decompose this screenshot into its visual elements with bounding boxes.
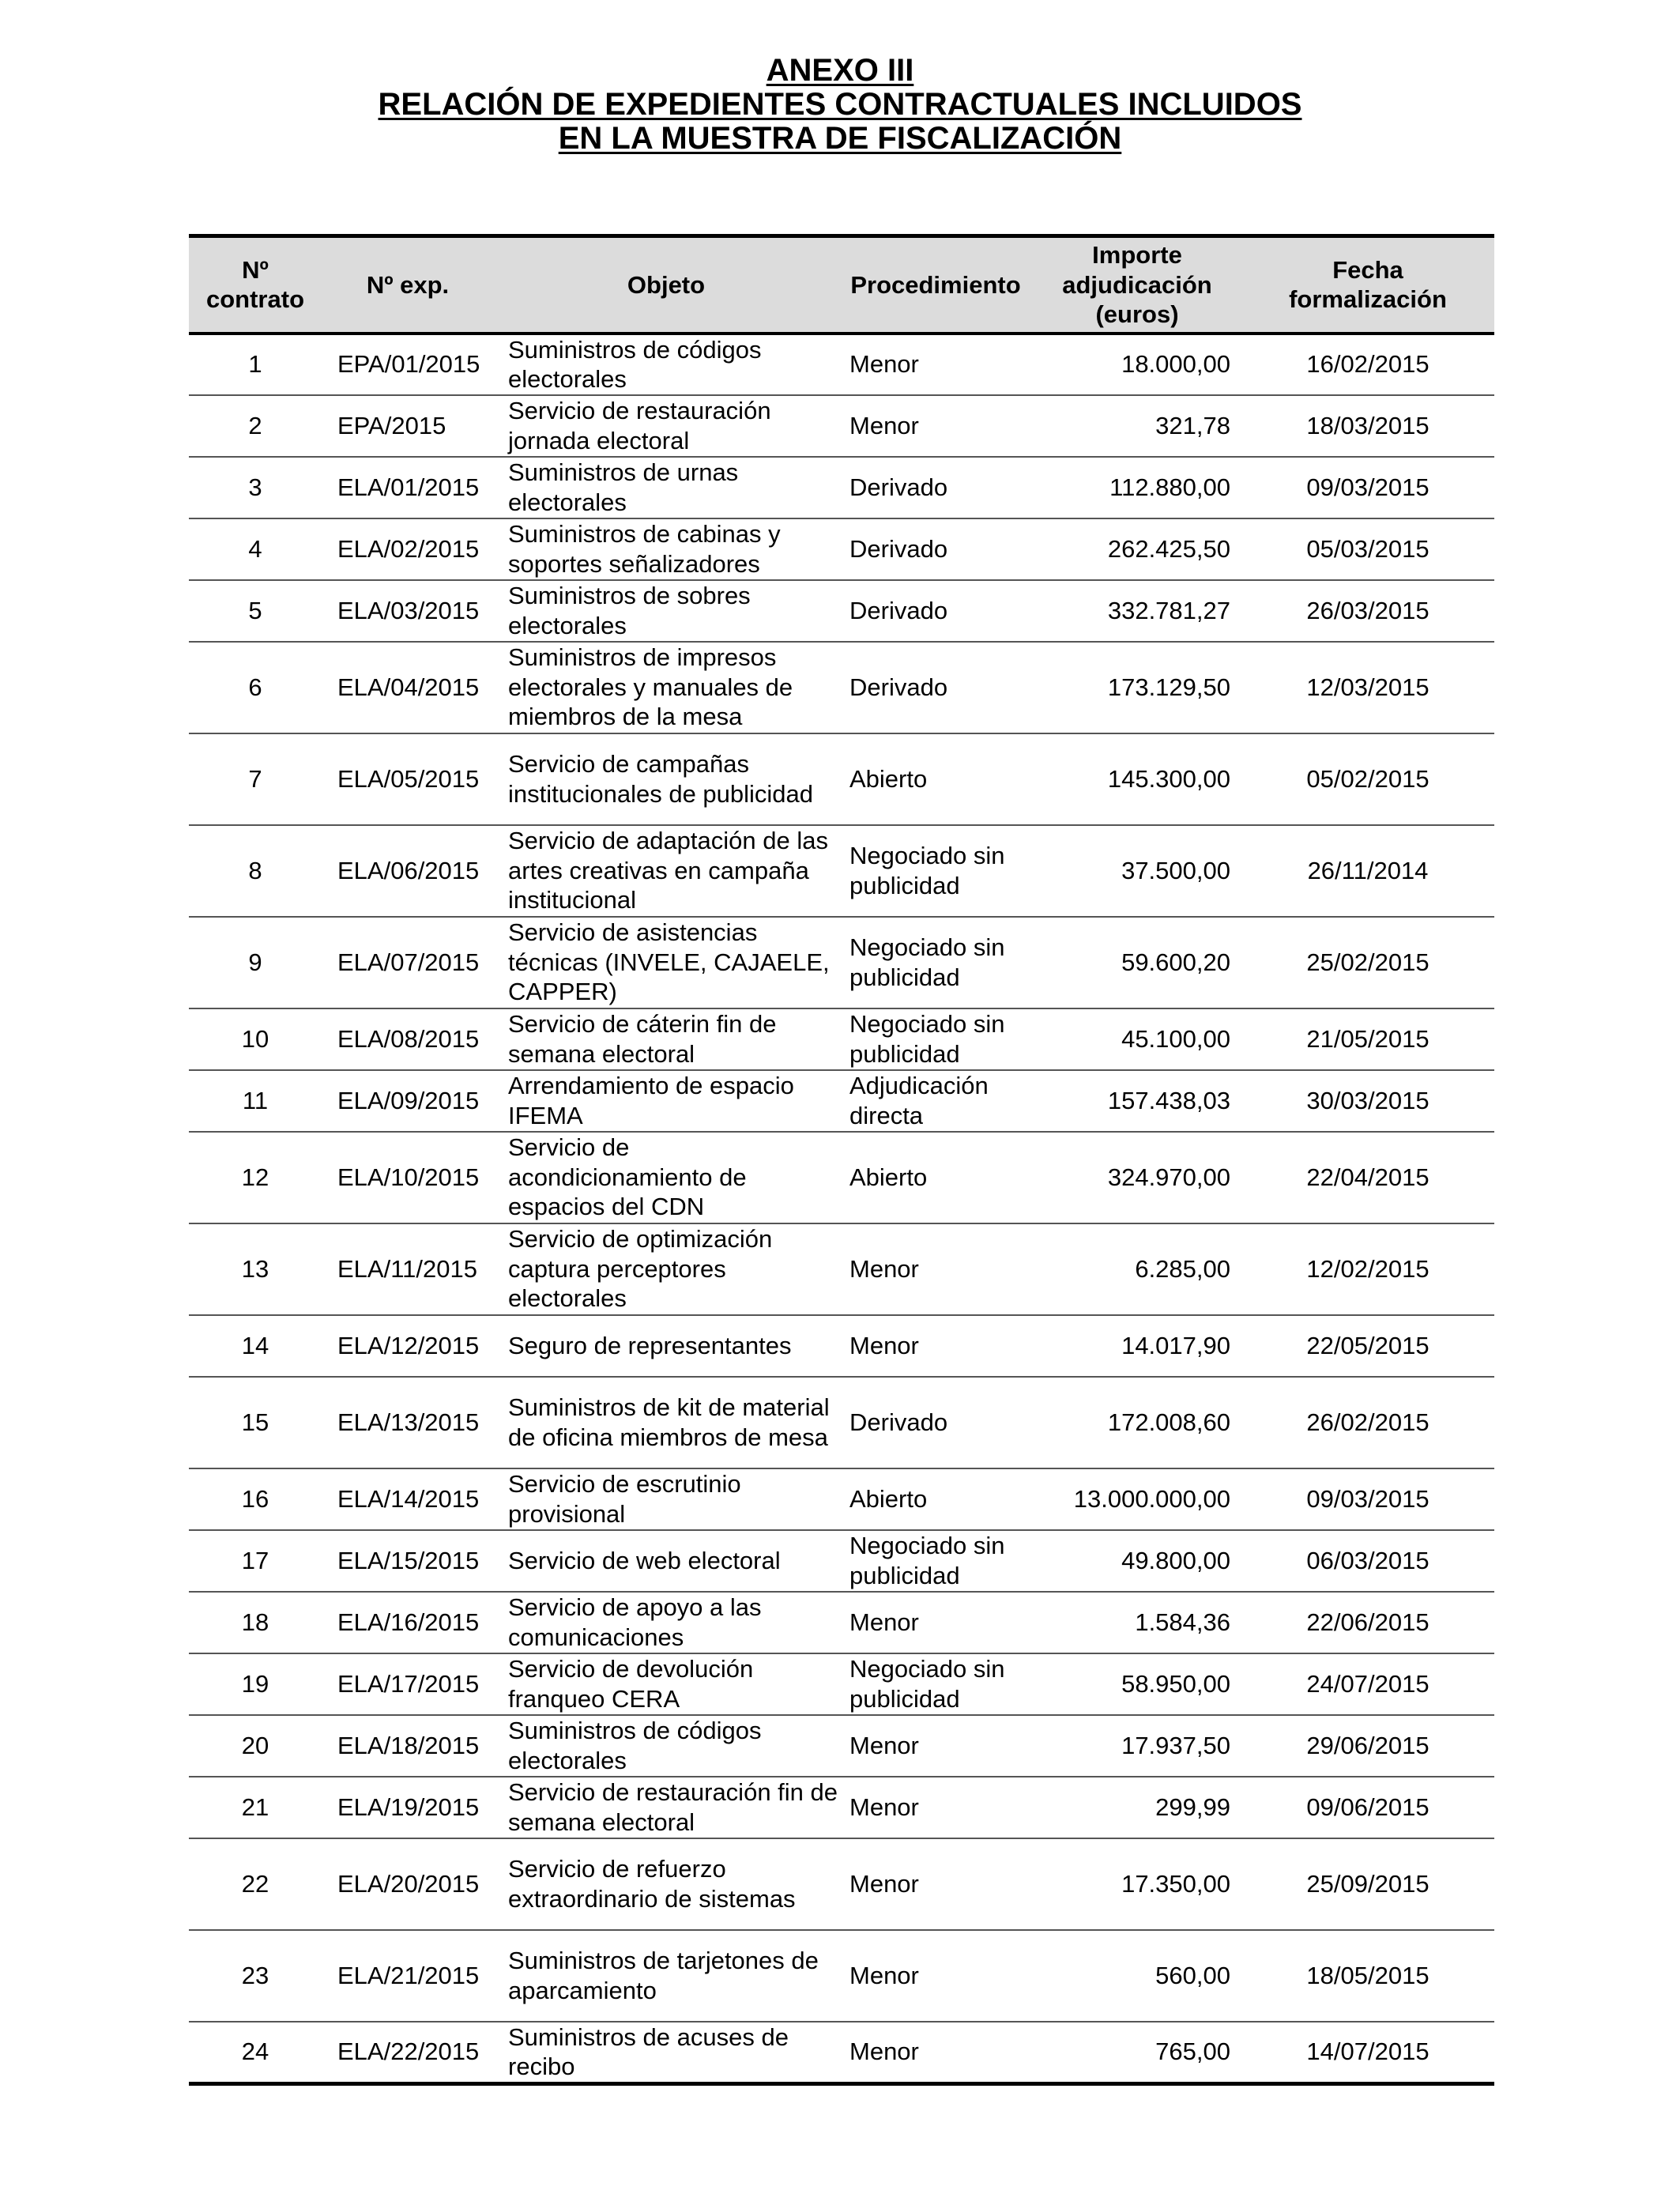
cell-procedimiento: Menor — [838, 395, 1033, 457]
cell-objeto: Seguro de representantes — [494, 1315, 838, 1377]
cell-num: 20 — [189, 1715, 322, 1777]
cell-objeto: Servicio de asistencias técnicas (INVELE, CAJAELE, CAPPER) — [494, 917, 838, 1008]
cell-objeto: Suministros de urnas electorales — [494, 457, 838, 518]
cell-importe: 49.800,00 — [1033, 1530, 1241, 1592]
cell-num: 5 — [189, 580, 322, 642]
table-row — [189, 1132, 1494, 1223]
cell-fecha: 29/06/2015 — [1241, 1715, 1494, 1777]
cell-num: 3 — [189, 457, 322, 518]
cell-importe: 145.300,00 — [1033, 733, 1241, 825]
cell-procedimiento: Adjudicación directa — [838, 1070, 1033, 1132]
cell-num: 8 — [189, 825, 322, 917]
cell-exp: ELA/09/2015 — [322, 1070, 494, 1132]
cell-procedimiento: Menor — [838, 1592, 1033, 1653]
table-row — [189, 1530, 1494, 1592]
cell-importe: 324.970,00 — [1033, 1132, 1241, 1223]
cell-procedimiento: Menor — [838, 1315, 1033, 1377]
cell-objeto: Suministros de sobres electorales — [494, 580, 838, 642]
cell-num: 6 — [189, 642, 322, 733]
cell-fecha: 09/06/2015 — [1241, 1777, 1494, 1838]
cell-objeto: Arrendamiento de espacio IFEMA — [494, 1070, 838, 1132]
cell-num: 23 — [189, 1930, 322, 2022]
cell-exp: EPA/2015 — [322, 395, 494, 457]
table-row — [189, 1653, 1494, 1715]
cell-procedimiento: Menor — [838, 1838, 1033, 1930]
cell-procedimiento: Derivado — [838, 457, 1033, 518]
table-row — [189, 917, 1494, 1008]
cell-procedimiento: Abierto — [838, 1132, 1033, 1223]
cell-importe: 299,99 — [1033, 1777, 1241, 1838]
cell-objeto: Suministros de kit de material de oficina miembros de mesa — [494, 1377, 838, 1468]
table-row — [189, 733, 1494, 825]
table-row — [189, 825, 1494, 917]
cell-fecha: 12/02/2015 — [1241, 1223, 1494, 1315]
cell-num: 11 — [189, 1070, 322, 1132]
header-importe: Importe adjudicación (euros) — [1033, 236, 1241, 334]
cell-procedimiento: Derivado — [838, 518, 1033, 580]
header-objeto: Objeto — [494, 236, 838, 334]
cell-exp: ELA/10/2015 — [322, 1132, 494, 1223]
cell-fecha: 24/07/2015 — [1241, 1653, 1494, 1715]
cell-fecha: 18/05/2015 — [1241, 1930, 1494, 2022]
cell-objeto: Servicio de restauración jornada electoral — [494, 395, 838, 457]
cell-objeto: Servicio de escrutinio provisional — [494, 1468, 838, 1530]
cell-importe: 765,00 — [1033, 2022, 1241, 2084]
cell-procedimiento: Derivado — [838, 642, 1033, 733]
cell-importe: 58.950,00 — [1033, 1653, 1241, 1715]
title-line-3: EN LA MUESTRA DE FISCALIZACIÓN — [558, 121, 1122, 156]
cell-exp: ELA/11/2015 — [322, 1223, 494, 1315]
cell-importe: 157.438,03 — [1033, 1070, 1241, 1132]
cell-fecha: 26/11/2014 — [1241, 825, 1494, 917]
cell-procedimiento: Negociado sin publicidad — [838, 1653, 1033, 1715]
table-row — [189, 1930, 1494, 2022]
cell-objeto: Suministros de impresos electorales y manuales de miembros de la mesa — [494, 642, 838, 733]
cell-objeto: Servicio de devolución franqueo CERA — [494, 1653, 838, 1715]
cell-num: 10 — [189, 1008, 322, 1070]
cell-fecha: 09/03/2015 — [1241, 457, 1494, 518]
cell-fecha: 09/03/2015 — [1241, 1468, 1494, 1530]
table-row — [189, 1715, 1494, 1777]
cell-objeto: Servicio de adaptación de las artes creativas en campaña institucional — [494, 825, 838, 917]
cell-exp: ELA/20/2015 — [322, 1838, 494, 1930]
table-row — [189, 518, 1494, 580]
table-row — [189, 1777, 1494, 1838]
cell-procedimiento: Menor — [838, 2022, 1033, 2084]
cell-fecha: 30/03/2015 — [1241, 1070, 1494, 1132]
cell-objeto: Servicio de refuerzo extraordinario de sistemas — [494, 1838, 838, 1930]
cell-num: 17 — [189, 1530, 322, 1592]
cell-procedimiento: Menor — [838, 334, 1033, 395]
header-row — [189, 236, 1494, 334]
cell-exp: EPA/01/2015 — [322, 334, 494, 395]
table-row — [189, 1592, 1494, 1653]
table-header — [189, 236, 1494, 334]
header-fecha: Fecha formalización — [1241, 236, 1494, 334]
cell-num: 7 — [189, 733, 322, 825]
cell-procedimiento: Abierto — [838, 1468, 1033, 1530]
cell-importe: 1.584,36 — [1033, 1592, 1241, 1653]
cell-exp: ELA/06/2015 — [322, 825, 494, 917]
cell-num: 16 — [189, 1468, 322, 1530]
cell-objeto: Servicio de apoyo a las comunicaciones — [494, 1592, 838, 1653]
header-exp: Nº exp. — [322, 236, 494, 334]
cell-objeto: Servicio de restauración fin de semana electoral — [494, 1777, 838, 1838]
table-row — [189, 1377, 1494, 1468]
cell-objeto: Suministros de cabinas y soportes señalizadores — [494, 518, 838, 580]
cell-procedimiento: Negociado sin publicidad — [838, 1008, 1033, 1070]
cell-exp: ELA/22/2015 — [322, 2022, 494, 2084]
cell-procedimiento: Negociado sin publicidad — [838, 917, 1033, 1008]
table-row — [189, 1223, 1494, 1315]
cell-objeto: Suministros de acuses de recibo — [494, 2022, 838, 2084]
cell-exp: ELA/05/2015 — [322, 733, 494, 825]
table-row — [189, 580, 1494, 642]
table-row — [189, 334, 1494, 395]
header-num: Nº contrato — [189, 236, 322, 334]
cell-exp: ELA/16/2015 — [322, 1592, 494, 1653]
cell-num: 22 — [189, 1838, 322, 1930]
cell-fecha: 22/05/2015 — [1241, 1315, 1494, 1377]
cell-exp: ELA/12/2015 — [322, 1315, 494, 1377]
table-row — [189, 1315, 1494, 1377]
cell-exp: ELA/21/2015 — [322, 1930, 494, 2022]
cell-fecha: 12/03/2015 — [1241, 642, 1494, 733]
table-row — [189, 457, 1494, 518]
title-line-1: ANEXO III — [766, 53, 914, 88]
cell-procedimiento: Derivado — [838, 1377, 1033, 1468]
cell-fecha: 26/03/2015 — [1241, 580, 1494, 642]
cell-importe: 6.285,00 — [1033, 1223, 1241, 1315]
header-procedimiento: Procedimiento — [838, 236, 1033, 334]
cell-num: 19 — [189, 1653, 322, 1715]
cell-procedimiento: Negociado sin publicidad — [838, 1530, 1033, 1592]
title-line-2: RELACIÓN DE EXPEDIENTES CONTRACTUALES INCLUIDOS — [378, 87, 1302, 122]
cell-fecha: 05/02/2015 — [1241, 733, 1494, 825]
table-row — [189, 1468, 1494, 1530]
cell-num: 18 — [189, 1592, 322, 1653]
cell-exp: ELA/17/2015 — [322, 1653, 494, 1715]
cell-exp: ELA/07/2015 — [322, 917, 494, 1008]
cell-importe: 173.129,50 — [1033, 642, 1241, 733]
cell-procedimiento: Derivado — [838, 580, 1033, 642]
cell-num: 1 — [189, 334, 322, 395]
cell-importe: 262.425,50 — [1033, 518, 1241, 580]
cell-fecha: 22/04/2015 — [1241, 1132, 1494, 1223]
cell-num: 9 — [189, 917, 322, 1008]
cell-objeto: Suministros de códigos electorales — [494, 1715, 838, 1777]
cell-num: 21 — [189, 1777, 322, 1838]
cell-importe: 112.880,00 — [1033, 457, 1241, 518]
cell-procedimiento: Abierto — [838, 733, 1033, 825]
cell-importe: 45.100,00 — [1033, 1008, 1241, 1070]
cell-num: 12 — [189, 1132, 322, 1223]
table-row — [189, 1008, 1494, 1070]
cell-fecha: 25/09/2015 — [1241, 1838, 1494, 1930]
cell-exp: ELA/14/2015 — [322, 1468, 494, 1530]
cell-procedimiento: Menor — [838, 1223, 1033, 1315]
cell-num: 4 — [189, 518, 322, 580]
cell-fecha: 22/06/2015 — [1241, 1592, 1494, 1653]
cell-fecha: 25/02/2015 — [1241, 917, 1494, 1008]
cell-objeto: Servicio de web electoral — [494, 1530, 838, 1592]
table-row — [189, 642, 1494, 733]
cell-importe: 17.937,50 — [1033, 1715, 1241, 1777]
cell-num: 15 — [189, 1377, 322, 1468]
cell-exp: ELA/08/2015 — [322, 1008, 494, 1070]
cell-procedimiento: Menor — [838, 1930, 1033, 2022]
cell-num: 2 — [189, 395, 322, 457]
cell-fecha: 26/02/2015 — [1241, 1377, 1494, 1468]
cell-exp: ELA/15/2015 — [322, 1530, 494, 1592]
contracts-table — [189, 234, 1494, 2086]
document-title — [0, 54, 1680, 156]
cell-exp: ELA/01/2015 — [322, 457, 494, 518]
cell-num: 24 — [189, 2022, 322, 2084]
cell-fecha: 21/05/2015 — [1241, 1008, 1494, 1070]
cell-importe: 321,78 — [1033, 395, 1241, 457]
cell-fecha: 16/02/2015 — [1241, 334, 1494, 395]
cell-importe: 59.600,20 — [1033, 917, 1241, 1008]
cell-num: 14 — [189, 1315, 322, 1377]
table-row — [189, 1070, 1494, 1132]
cell-importe: 17.350,00 — [1033, 1838, 1241, 1930]
cell-importe: 18.000,00 — [1033, 334, 1241, 395]
cell-importe: 332.781,27 — [1033, 580, 1241, 642]
cell-importe: 560,00 — [1033, 1930, 1241, 2022]
table-row — [189, 2022, 1494, 2084]
cell-fecha: 05/03/2015 — [1241, 518, 1494, 580]
cell-objeto: Suministros de códigos electorales — [494, 334, 838, 395]
cell-exp: ELA/03/2015 — [322, 580, 494, 642]
cell-objeto: Servicio de acondicionamiento de espacios del CDN — [494, 1132, 838, 1223]
cell-procedimiento: Menor — [838, 1715, 1033, 1777]
cell-importe: 13.000.000,00 — [1033, 1468, 1241, 1530]
cell-importe: 14.017,90 — [1033, 1315, 1241, 1377]
table-row — [189, 395, 1494, 457]
cell-objeto: Servicio de optimización captura perceptores electorales — [494, 1223, 838, 1315]
cell-objeto: Servicio de cáterin fin de semana electoral — [494, 1008, 838, 1070]
cell-fecha: 06/03/2015 — [1241, 1530, 1494, 1592]
cell-fecha: 18/03/2015 — [1241, 395, 1494, 457]
cell-procedimiento: Negociado sin publicidad — [838, 825, 1033, 917]
cell-num: 13 — [189, 1223, 322, 1315]
cell-objeto: Suministros de tarjetones de aparcamiento — [494, 1930, 838, 2022]
cell-fecha: 14/07/2015 — [1241, 2022, 1494, 2084]
table-body — [189, 334, 1494, 2084]
table-row — [189, 1838, 1494, 1930]
cell-exp: ELA/04/2015 — [322, 642, 494, 733]
cell-importe: 37.500,00 — [1033, 825, 1241, 917]
cell-importe: 172.008,60 — [1033, 1377, 1241, 1468]
cell-exp: ELA/19/2015 — [322, 1777, 494, 1838]
cell-exp: ELA/13/2015 — [322, 1377, 494, 1468]
cell-exp: ELA/02/2015 — [322, 518, 494, 580]
cell-procedimiento: Menor — [838, 1777, 1033, 1838]
cell-exp: ELA/18/2015 — [322, 1715, 494, 1777]
cell-objeto: Servicio de campañas institucionales de publicidad — [494, 733, 838, 825]
